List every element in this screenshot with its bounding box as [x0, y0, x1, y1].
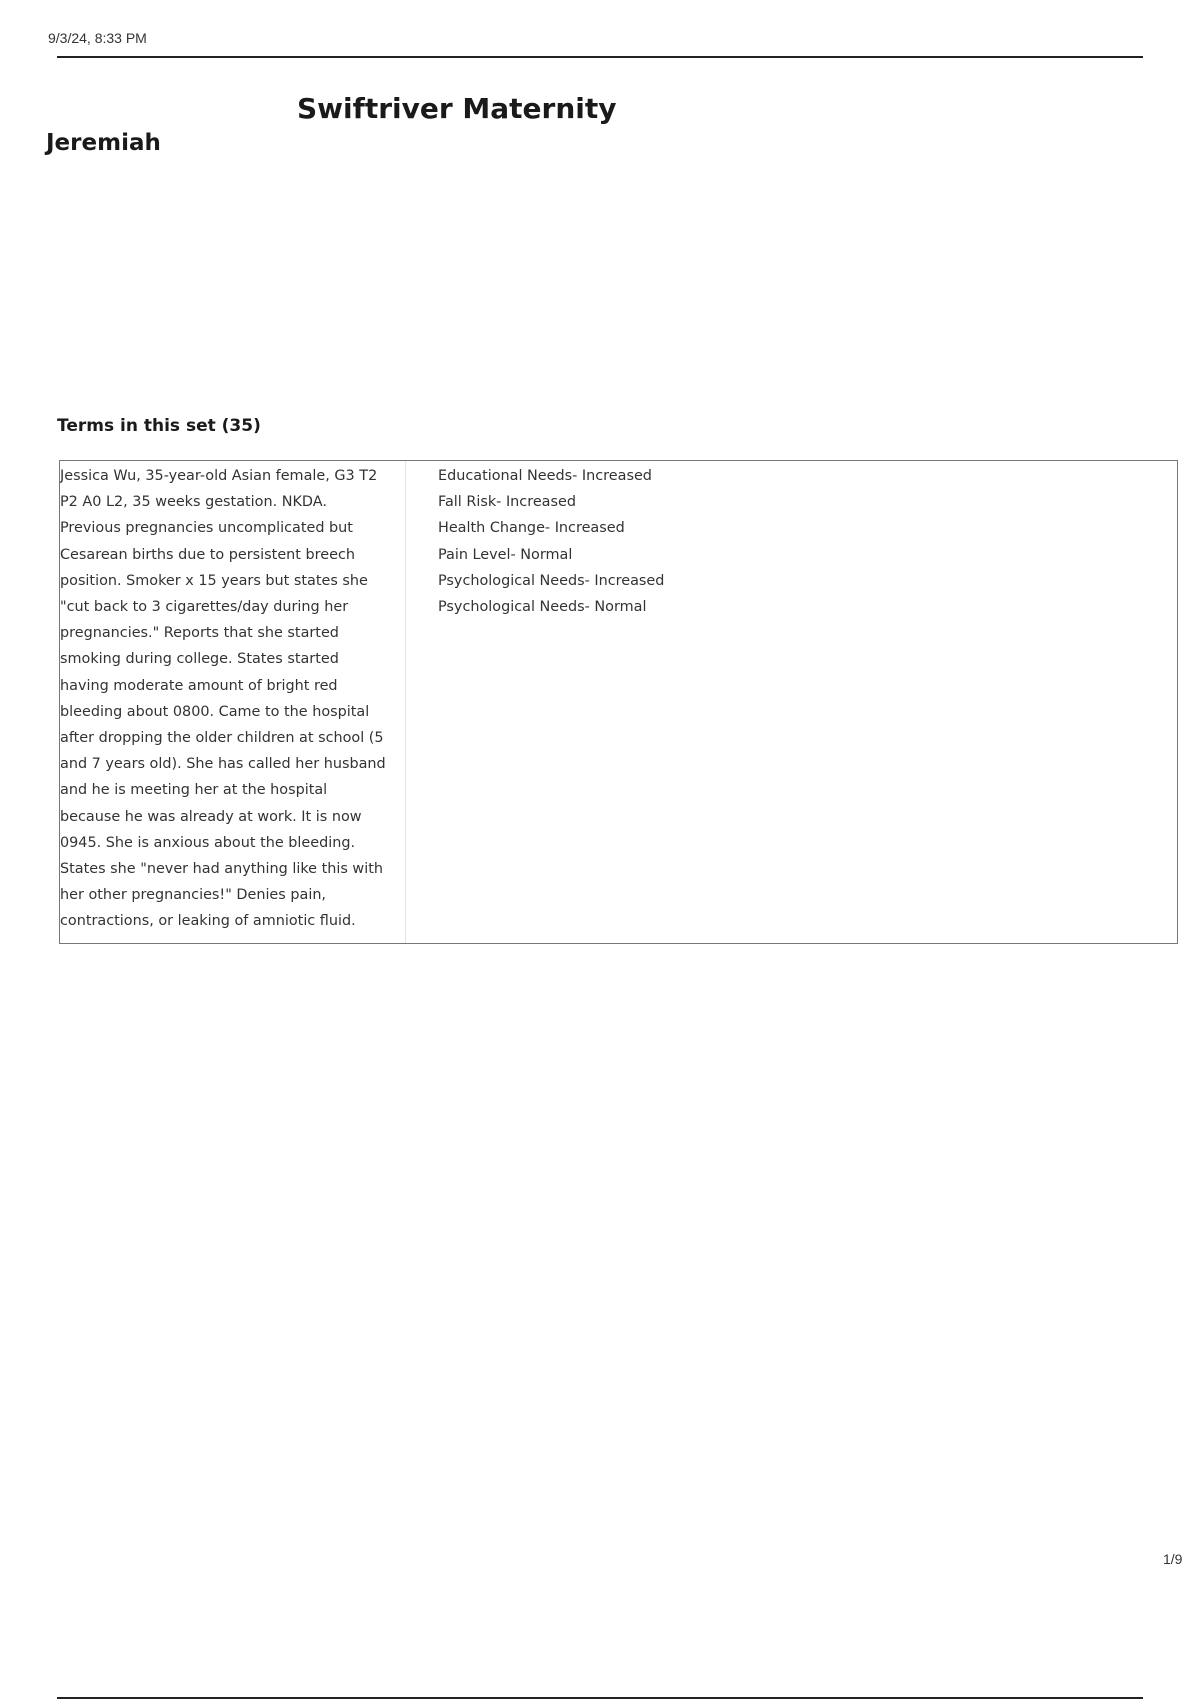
definition-cell — [406, 461, 1177, 943]
print-timestamp: 9/3/24, 8:33 PM — [48, 30, 147, 46]
definition-line: Fall Risk- Increased — [438, 494, 576, 511]
header-divider — [57, 56, 1143, 58]
flashcard-row — [59, 460, 1178, 944]
definition-line: Educational Needs- Increased — [438, 468, 652, 484]
set-title: Swiftriver Maternity — [297, 92, 617, 125]
definition-line: Psychological Needs- Normal — [438, 599, 647, 616]
set-author: Jeremiah — [46, 130, 161, 156]
definition-line: Health Change- Increased — [438, 520, 625, 537]
terms-heading: Terms in this set (35) — [57, 416, 261, 436]
page-number: 1/9 — [1163, 1551, 1183, 1567]
term-text: Jessica Wu, 35-year-old Asian female, G3 T2 P2 A0 L2, 35 weeks gestation. NKDA. Previous pregnancies uncomplicated but Cesarean births due to persistent breech position. Smoker x 15 years but states she "cut back to 3 cigarettes/day during her pregnancies." Reports that she started smoking during college. States started having moderate amount of bright red bleeding about 0800. Came to the hospital after dropping the older children at school (5 and 7 years old). She has called her husband and he is meeting her at the hospital because he was already at work. It is now 0945. She is anxious about the bleeding. States she "never had anything like this with her other pregnancies!" Denies pain, contractions, or leaking of amniotic fluid. — [60, 461, 406, 943]
definition-line: Pain Level- Normal — [438, 546, 573, 563]
definition-line: Psychological Needs- Increased — [438, 572, 665, 589]
footer-divider — [57, 1697, 1143, 1699]
